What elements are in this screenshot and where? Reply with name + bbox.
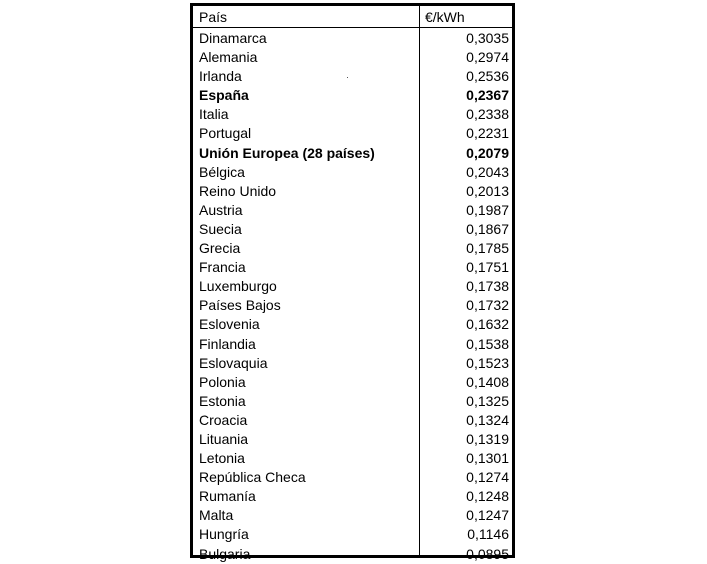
price-cell: 0,1319 (466, 430, 509, 447)
price-table (190, 3, 515, 562)
price-cell: 0,1274 (466, 469, 509, 486)
country-cell: Polonia (199, 373, 246, 390)
price-cell: 0,1408 (466, 373, 509, 390)
country-cell: República Checa (199, 469, 306, 486)
country-cell: Países Bajos (199, 297, 281, 314)
price-cell: 0,2367 (466, 87, 509, 104)
price-cell: 0,1248 (466, 488, 509, 505)
table-row (193, 67, 512, 86)
price-cell: 0,1146 (467, 526, 509, 543)
country-cell: Austria (199, 201, 243, 218)
country-cell: Italia (199, 106, 229, 123)
price-cell: 0,1325 (466, 392, 509, 409)
header-country: País (199, 9, 228, 25)
price-cell: 0,1732 (466, 297, 509, 314)
table-row (193, 163, 512, 182)
price-cell: 0,0895 (466, 545, 509, 562)
table-row (193, 86, 512, 105)
table-row (193, 315, 512, 334)
country-cell: Finlandia (199, 335, 256, 352)
country-cell: Francia (199, 259, 246, 276)
table-body (193, 29, 512, 564)
price-cell: 0,3035 (466, 30, 509, 46)
table-row (193, 430, 512, 449)
table-row (193, 201, 512, 220)
table-row (193, 124, 512, 143)
country-cell: Hungría (199, 526, 249, 543)
price-cell: 0,1751 (466, 259, 509, 276)
country-cell: España (199, 87, 249, 104)
price-cell: 0,2043 (466, 163, 509, 180)
price-cell: 0,1247 (466, 507, 509, 524)
price-cell: 0,1867 (466, 220, 509, 237)
header-price: €/kWh (425, 9, 465, 25)
table-row (193, 105, 512, 124)
table-row (193, 220, 512, 239)
country-cell: Rumanía (199, 488, 256, 505)
price-cell: 0,1538 (466, 335, 509, 352)
country-cell: Bulgaria (199, 545, 251, 562)
country-cell: Grecia (199, 240, 241, 257)
country-cell: Dinamarca (199, 30, 267, 46)
table-row (193, 29, 512, 48)
price-cell: 0,2231 (466, 125, 509, 142)
table-row (193, 335, 512, 354)
price-cell: 0,2536 (466, 68, 509, 85)
table-row (193, 506, 512, 525)
price-cell: 0,2974 (466, 49, 509, 66)
table-header (193, 6, 512, 28)
price-cell: 0,1987 (466, 201, 509, 218)
country-cell: Lituania (199, 430, 249, 447)
country-cell: Bélgica (199, 163, 245, 180)
price-cell: 0,1324 (466, 411, 509, 428)
table-row (193, 48, 512, 67)
country-cell: Croacia (199, 411, 248, 428)
table-row (193, 373, 512, 392)
country-cell: Unión Europea (28 países) (199, 144, 375, 161)
table-row (193, 144, 512, 163)
table-row (193, 449, 512, 468)
table-row (193, 277, 512, 296)
table-row (193, 411, 512, 430)
price-cell: 0,2338 (466, 106, 509, 123)
country-cell: Luxemburgo (199, 278, 277, 295)
country-cell: Eslovenia (199, 316, 260, 333)
country-cell: Portugal (199, 125, 252, 142)
table-row (193, 182, 512, 201)
country-cell: Alemania (199, 49, 258, 66)
table-row (193, 296, 512, 315)
price-cell: 0,2079 (466, 144, 509, 161)
price-cell: 0,1523 (466, 354, 509, 371)
country-cell: Suecia (199, 220, 242, 237)
table-row (193, 487, 512, 506)
table-row (193, 258, 512, 277)
price-cell: 0,1632 (466, 316, 509, 333)
price-cell: 0,1301 (466, 450, 509, 467)
price-cell: 0,2013 (466, 182, 509, 199)
country-cell: Malta (199, 507, 234, 524)
country-cell: Letonia (199, 450, 245, 467)
table-row (193, 468, 512, 487)
country-cell: Irlanda (199, 68, 242, 85)
country-cell: Reino Unido (199, 182, 277, 199)
table-row (193, 392, 512, 411)
country-cell: Eslovaquia (199, 354, 268, 371)
table-row (193, 239, 512, 258)
table-row (193, 525, 512, 544)
price-cell: 0,1738 (466, 278, 509, 295)
stray-dot (347, 77, 348, 78)
country-cell: Estonia (199, 392, 246, 409)
table-row (193, 354, 512, 373)
price-cell: 0,1785 (466, 240, 509, 257)
